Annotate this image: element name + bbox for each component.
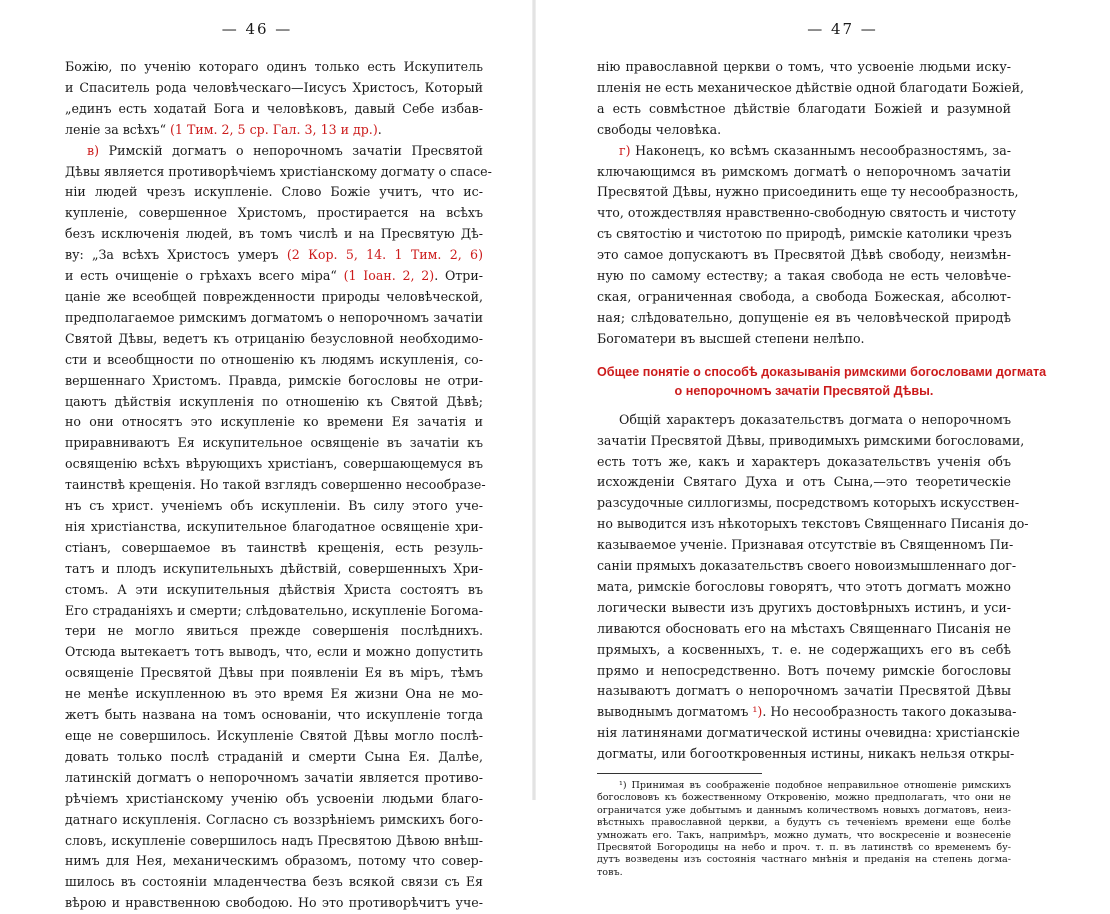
body-text [65,57,492,914]
text-line: нiю православной церкви о томъ, что усвоенiе людьми иску- [597,59,1011,74]
text-line: Святой Дѣвы, ведетъ къ отрицанiю безусловной необходимо- [65,330,483,346]
text-line: Общiй характеръ доказательствъ догмата о непорочномъ [619,411,1011,427]
footnote-line: товъ. [597,866,623,878]
text-line: прямо и непосредственно. Вотъ почему римскiе богословы [597,662,1011,678]
text-line: выводнымъ догматомъ ¹). Но несообразность такого доказыва- [597,704,1017,720]
text-line: съ святостiю и чистотою по природѣ, римскiе католики чрезъ [597,226,1012,242]
text-line: цаютъ дѣйствiя искупленiя по отношенiю къ Святой Дѣвѣ; [65,393,483,409]
section-heading [597,363,1047,401]
text-line: санiи прямыхъ доказательствъ своего новоизмышленнаго дог- [597,558,1017,574]
text-line: Его страданiяхъ и смерти; слѣдовательно, искупленiе Богома- [65,602,483,618]
text-line: приравниваютъ Ея искупительное освященiе въ зачатiи къ [65,435,483,451]
text-line: ную по самому естеству; а такая свобода не есть человѣче- [597,268,1011,284]
footnote-line: ограничатся уже добытымъ и даннымъ количествомъ новыхъ догматовъ, неиз- [597,804,1011,816]
text-line: ву: „За всѣхъ Христосъ умеръ (2 Кор. 5, 14. 1 Тим. 2, 6) [65,247,483,263]
text-line: но они относятъ это искупленiе ко времени Ея зачатiя и [65,414,483,430]
text-line: и Спаситель рода человѣческаго—Iисусъ Христосъ, Который [65,79,483,95]
text-line: а есть совмѣстное дѣйствiе благодати Божiей и разумной [597,100,1011,116]
text-line: Отсюда вытекаетъ тотъ выводъ, что, если и можно допустить [65,644,483,660]
text-line: рѣчiемъ христiанскому ученiю объ усвоенiи людьми благо- [65,790,483,806]
text-line: „единъ есть ходатай Бога и человѣковъ, давый Себе избав- [65,100,483,116]
text-line: ключающимся въ римскомъ догматѣ о непорочномъ зачатiи [597,163,1011,179]
text-line: еще не совершилось. Искупленiе Святой Дѣвы могло послѣ- [65,728,483,743]
text-line: что, отождествляя нравственно-свободную святость и чистоту [597,205,1017,221]
section-heading-line: о непорочномъ зачатiи Пресвятой Дѣвы. [674,383,934,398]
text-line: прямыхъ, а косвенныхъ, т. е. не содержащихъ его въ себѣ [597,641,1011,657]
text-line: стомъ. А эти искупительныя дѣйствiя Христа состоятъ въ [65,581,483,597]
text-line: вершеннаго Христомъ. Правда, римскiе богословы не отри- [65,372,483,388]
text-line: есть тотъ же, какъ и характеръ доказательствъ ученiя объ [597,453,1011,469]
body-text [597,57,1047,879]
footnote-line: умножать его. Такъ, напримѣръ, можно думать, что воскресенiе и вознесенiе [597,829,1011,841]
footnote-rule [597,773,762,774]
page-number: — 46 — [221,20,293,38]
text-line: шилось въ состоянiи младенчества безъ всякой связи съ Ея [65,874,483,890]
footnote [597,780,1011,879]
text-line: ная; слѣдовательно, допущенiе ея въ человѣческой природѣ [597,309,1011,325]
text-line: мата, римскiе богословы говорятъ, что этотъ догматъ можно [597,578,1011,594]
text-line: но выводится изъ нѣкоторыхъ текстовъ Священнаго Писанiя до- [597,516,1029,532]
text-line: предполагаемое римскимъ догматомъ о непорочномъ зачатiи [65,309,483,325]
text-line: нiя христiанства, искупительное благодатное освященiе хри- [65,518,483,534]
text-line: безъ исключенiя людей, въ томъ числѣ и на Пресвятую Дѣ- [65,226,483,242]
text-line: разсудочные силлогизмы, посредствомъ которыхъ искусствен- [597,495,1020,511]
text-line: освященiю всѣхъ вѣрующихъ христiанъ, совершающемуся въ [65,456,483,472]
text-line: сти и всеобщности по отношенiю къ людямъ искупленiя, со- [65,351,483,367]
text-line: тери не могло явиться прежде совершенiя послѣднихъ. [65,623,483,639]
text-line: нiя латинянами догматической истины очевидна: христiанскiе [597,725,1020,741]
page-number: — 47 — [807,20,878,38]
text-line: стiанъ, совершаемое въ таинствѣ крещенiя, есть резуль- [65,539,483,555]
text-line: жетъ быть названа на томъ основанiи, что искупленiе тогда [65,707,483,723]
text-line: логически вывести изъ другихъ достовѣрныхъ истинъ, и уси- [597,599,1011,615]
text-line: ливаются обосновать его на мѣстахъ Священнаго Писанiя не [597,620,1011,636]
text-line: нимъ для Нея, механическимъ образомъ, потому что совер- [65,853,483,869]
text-line: купленiе, совершенное Христомъ, простирается на всѣхъ [65,205,483,221]
text-line: не менѣе искупленною въ это время Ея жизни Она не мо- [65,686,483,702]
text-line: исхожденiи Святаго Духа и отъ Сына,—это теоретическiе [597,474,1011,490]
text-line: ленiе за всѣхъ“ (1 Тим. 2, 5 ср. Гал. 3, 13 и др.). [65,121,382,137]
text-line: догматы, или богооткровенныя истины, никакъ нельзя откры- [597,746,1015,762]
section-heading-line: Общее понятiе о способѣ доказыванiя римскими богословами догмата [597,364,1047,379]
footnote-line: вѣстныхъ православной церкви, а будутъ съ теченiемъ времени еще болѣе [597,817,1011,829]
text-line: Божiю, по ученiю котораго одинъ только есть Искупитель [65,59,483,74]
text-line: казываемое ученiе. Признавая отсутствiе въ Священномъ Пи- [597,537,1014,553]
text-line: ская, ограниченная свобода, а свобода Божеская, абсолют- [597,288,1011,304]
footnote-line: Пресвятой Богородицы на небо и проч. т. п. въ латинствѣ со временемъ бу- [597,842,1011,854]
text-line: и есть очищенiе о грѣхахъ всего мiра“ (1 Iоан. 2, 2). Отри- [65,268,483,284]
text-line: зачатiи Пресвятой Дѣвы, приводимыхъ римскими богословами, [597,432,1025,448]
text-line: вѣрою и нравственною свободою. Но это противорѣчитъ уче- [65,895,483,911]
footnote-line: ¹) Принимая въ соображенiе подобное неправильное отношенiе римскихъ [619,780,1011,792]
text-line: таинствѣ крещенiя. Но такой взглядъ совершенно несообразе- [65,477,486,493]
footnote-line: богослововъ къ божественному Откровенiю, можно предполагать, что они не [597,792,1011,804]
text-line: нъ съ христ. ученiемъ объ искупленiи. Въ силу этого уче- [65,498,483,514]
text-line: Богоматери въ высшей степени нелѣпо. [597,330,865,346]
text-line: татъ и плодъ искупительныхъ дѣйствiй, совершенныхъ Хри- [65,560,483,576]
left-page [0,0,534,911]
text-line: довать только послѣ страданiй и смерти Сына Ея. Далѣе, [65,748,483,764]
text-line: Дѣвы является противорѣчiемъ христiанскому догмату о спасе- [65,163,492,179]
text-line: словъ, искупленiе совершилось надъ Пресвятою Дѣвою внѣш- [65,832,483,848]
text-line: освященiе Пресвятой Дѣвы при появленiи Ея въ мiръ, тѣмъ [65,665,483,681]
text-line: нiи людей чрезъ искупленiе. Слово Божiе учитъ, что ис- [65,184,483,200]
text-line: г) Наконецъ, ко всѣмъ сказаннымъ несообразностямъ, за- [619,142,1011,158]
footnote-line: дутъ возведены изъ состоянiя частнаго мнѣнiя и преданiя на степень догма- [597,854,1011,866]
text-line: это самое допускаютъ въ Пресвятой Дѣвѣ свободу, неизмѣн- [597,247,1011,263]
right-page [535,0,1070,878]
text-line: датнаго искупленiя. Согласно съ воззрѣнiемъ римскихъ бого- [65,811,483,827]
text-line: пленiя не есть механическое дѣйствiе одной благодати Божiей, [597,79,1025,95]
text-line: латинскiй догматъ о непорочномъ зачатiи является противо- [65,769,483,785]
text-line: свободы человѣка. [597,121,722,137]
text-line: Пресвятой Дѣвы, нужно присоединить еще ту несообразность, [597,184,1019,200]
text-line: в) Римскiй догматъ о непорочномъ зачатiи Пресвятой [87,142,483,158]
text-line: цанiе же всеобщей поврежденности природы человѣческой, [65,288,483,304]
text-line: называютъ догматъ о непорочномъ зачатiи Пресвятой Дѣвы [597,683,1011,699]
